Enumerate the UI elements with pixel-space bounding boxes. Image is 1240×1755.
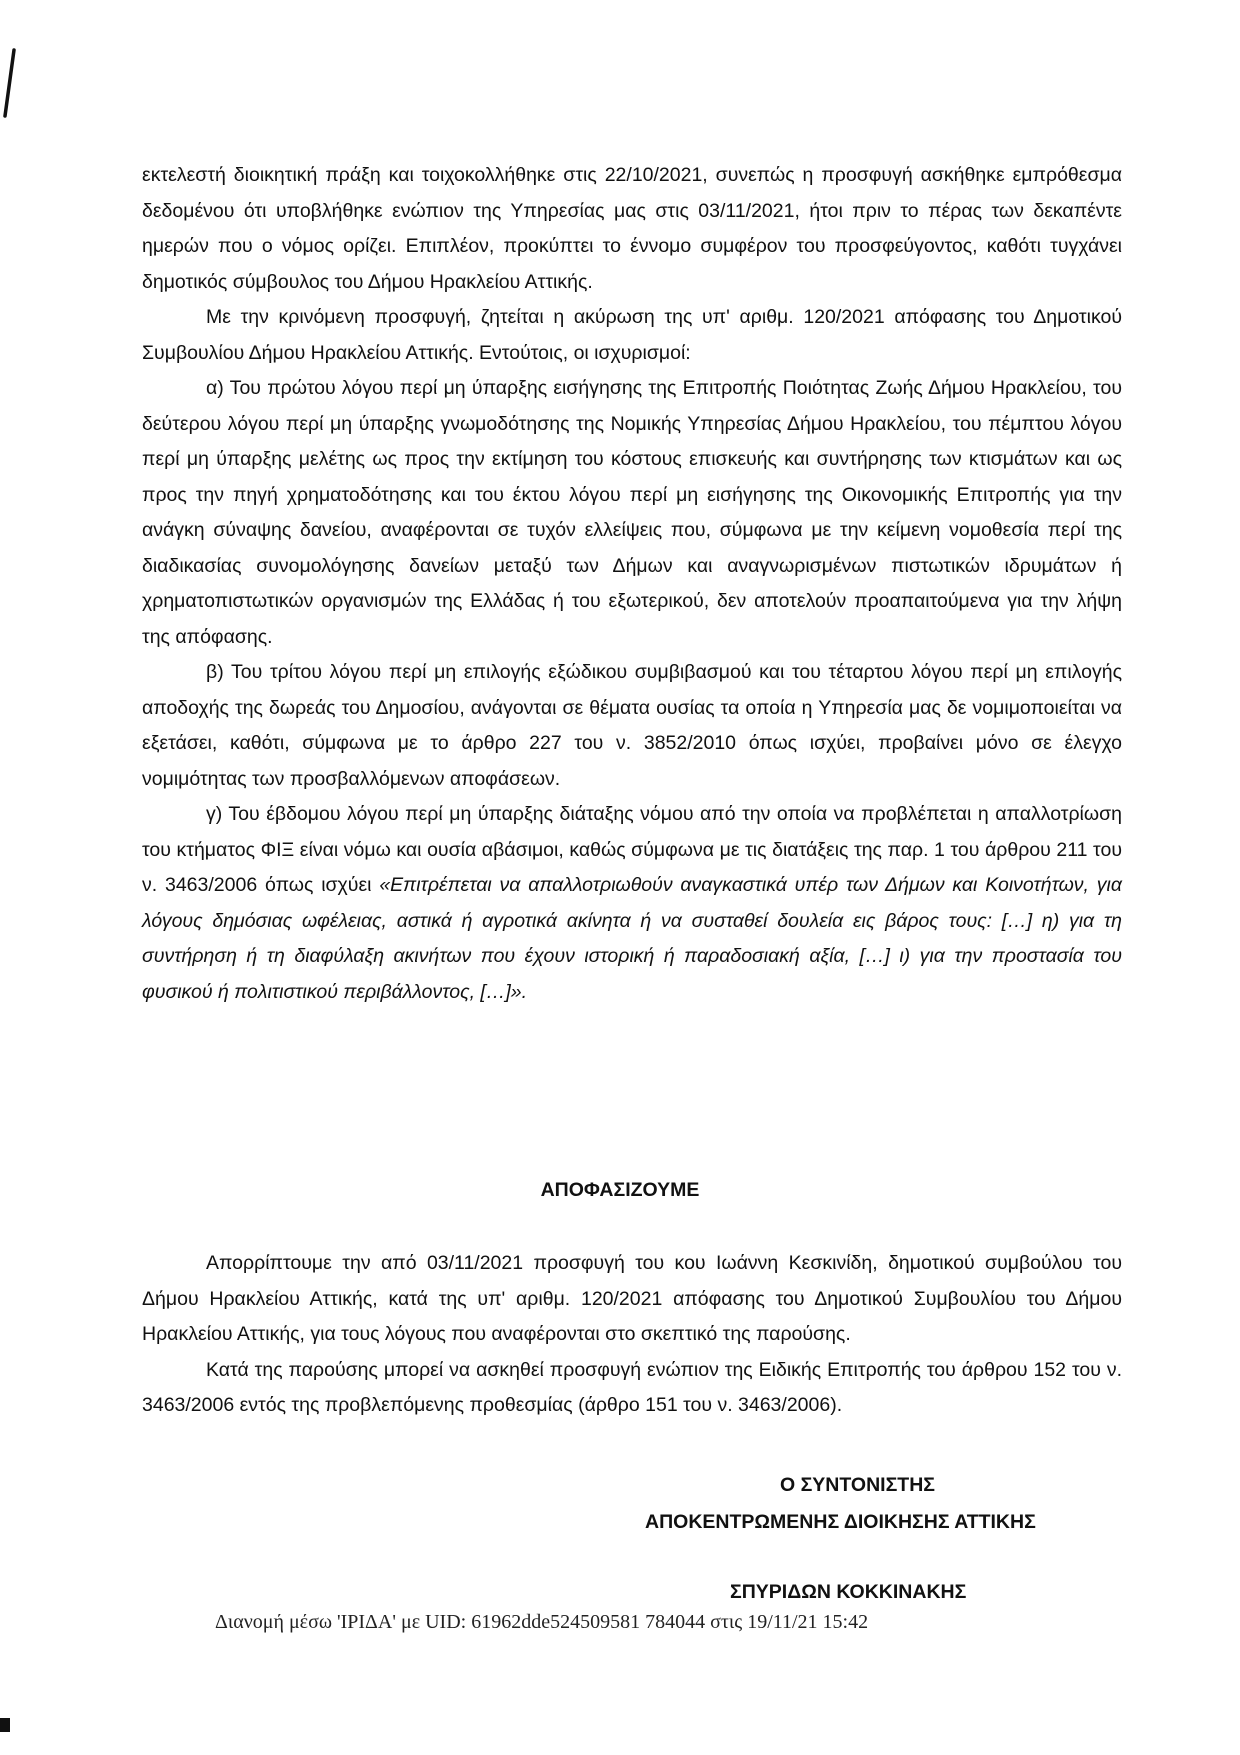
signature-name: ΣΠΥΡΙΔΩΝ ΚΟΚΚΙΝΑΚΗΣ: [730, 1581, 967, 1603]
distribution-note: Διανομή μέσω 'ΙΡΙΔΑ' με UID: 61962dde524509581 784044 στις 19/11/21 15:42: [215, 1611, 869, 1633]
scan-mark-icon: [2, 48, 16, 118]
body-text: [142, 158, 1122, 1010]
signature-title-2: ΑΠΟΚΕΝΤΡΩΜΕΝΗΣ ΔΙΟΙΚΗΣΗΣ ΑΤΤΙΚΗΣ: [645, 1511, 1036, 1533]
decision-paragraph-1: Απορρίπτουμε την από 03/11/2021 προσφυγή του κου Ιωάννη Κεσκινίδη, δημοτικού συμβούλου του Δήμου Ηρακλείου Αττικής, κατά της υπ' αριθμ. 120/2021 απόφασης του Δημοτικού Συμβουλίου του Δήμου Ηρακλείου Αττικής, για τους λόγους που αναφέρονται στο σκεπτικό της παρούσης.: [142, 1252, 1122, 1345]
decision-text: [142, 1246, 1122, 1424]
paragraph-2: Με την κρινόμενη προσφυγή, ζητείται η ακύρωση της υπ' αριθμ. 120/2021 απόφασης του Δημοτικού Συμβουλίου Δήμου Ηρακλείου Αττικής. Εντούτοις, οι ισχυρισμοί:: [142, 306, 1122, 364]
scan-edge-mark: [0, 1718, 10, 1732]
signature-title-1: Ο ΣΥΝΤΟΝΙΣΤΗΣ: [780, 1474, 936, 1496]
paragraph-c: [142, 797, 1122, 1010]
decision-heading: ΑΠΟΦΑΣΙΖΟΥΜΕ: [540, 1179, 700, 1201]
paragraph-c-quote: «Επιτρέπεται να απαλλοτριωθούν αναγκαστικά υπέρ των Δήμων και Κοινοτήτων, για λόγους δημόσιας ωφέλειας, αστικά ή αγροτικά ακίνητα ή να συσταθεί δουλεία εις βάρος τους: […] η) για τη συντήρηση ή τη διαφύλαξη ακινήτων που έχουν ιστορική ή παραδοσιακή αξία, […] ι) για την προστασία του φυσικού ή πολιτιστικού περιβάλλοντος, […]».: [142, 874, 1122, 1003]
paragraph-1: εκτελεστή διοικητική πράξη και τοιχοκολλήθηκε στις 22/10/2021, συνεπώς η προσφυγή ασκήθηκε εμπρόθεσμα δεδομένου ότι υποβλήθηκε ενώπιον της Υπηρεσίας μας στις 03/11/2021, ήτοι πριν το πέρας των δεκαπέντε ημερών που ο νόμος ορίζει. Επιπλέον, προκύπτει το έννομο συμφέρον του προσφεύγοντος, καθότι τυγχάνει δημοτικός σύμβουλος του Δήμου Ηρακλείου Αττικής.: [142, 164, 1122, 293]
decision-paragraph-2: Κατά της παρούσης μπορεί να ασκηθεί προσφυγή ενώπιον της Ειδικής Επιτροπής του άρθρου 152 του ν. 3463/2006 εντός της προβλεπόμενης προθεσμίας (άρθρο 151 του ν. 3463/2006).: [142, 1358, 1122, 1416]
paragraph-a: α) Του πρώτου λόγου περί μη ύπαρξης εισήγησης της Επιτροπής Ποιότητας Ζωής Δήμου Ηρακλείου, του δεύτερου λόγου περί μη ύπαρξης γνωμοδότησης της Νομικής Υπηρεσίας Δήμου Ηρακλείου, του πέμπτου λόγου περί μη ύπαρξης μελέτης ως προς την εκτίμηση του κόστους επισκευής και συντήρησης των κτισμάτων και ως προς την πηγή χρηματοδότησης και του έκτου λόγου περί μη εισήγησης της Οικονομικής Επιτροπής για την ανάγκη σύναψης δανείου, αναφέρονται σε τυχόν ελλείψεις που, σύμφωνα με την κείμενη νομοθεσία περί της διαδικασίας συνομολόγησης δανείων μεταξύ των Δήμων και αναγνωρισμένων πιστωτικών ιδρυμάτων ή χρηματοπιστωτικών οργανισμών της Ελλάδας ή του εξωτερικού, δεν αποτελούν προαπαιτούμενα για την λήψη της απόφασης.: [142, 377, 1122, 648]
paragraph-c-text: γ) Του έβδομου λόγου περί μη ύπαρξης διάταξης νόμου από την οποία να προβλέπεται η απαλλοτρίωση του κτήματος ΦΙΞ είναι νόμω και ουσία αβάσιμοι, καθώς σύμφωνα με τις διατάξεις της παρ. 1 του άρθρου 211 του ν. 3463/2006 όπως ισχύει: [142, 803, 1122, 896]
paragraph-b: β) Του τρίτου λόγου περί μη επιλογής εξώδικου συμβιβασμού και του τέταρτου λόγου περί μη επιλογής αποδοχής της δωρεάς του Δημοσίου, ανάγονται σε θέματα ουσίας τα οποία η Υπηρεσία μας δε νομιμοποιείται να εξετάσει, καθότι, σύμφωνα με το άρθρο 227 του ν. 3852/2010 όπως ισχύει, προβαίνει μόνο σε έλεγχο νομιμότητας των προσβαλλόμενων αποφάσεων.: [142, 661, 1122, 790]
